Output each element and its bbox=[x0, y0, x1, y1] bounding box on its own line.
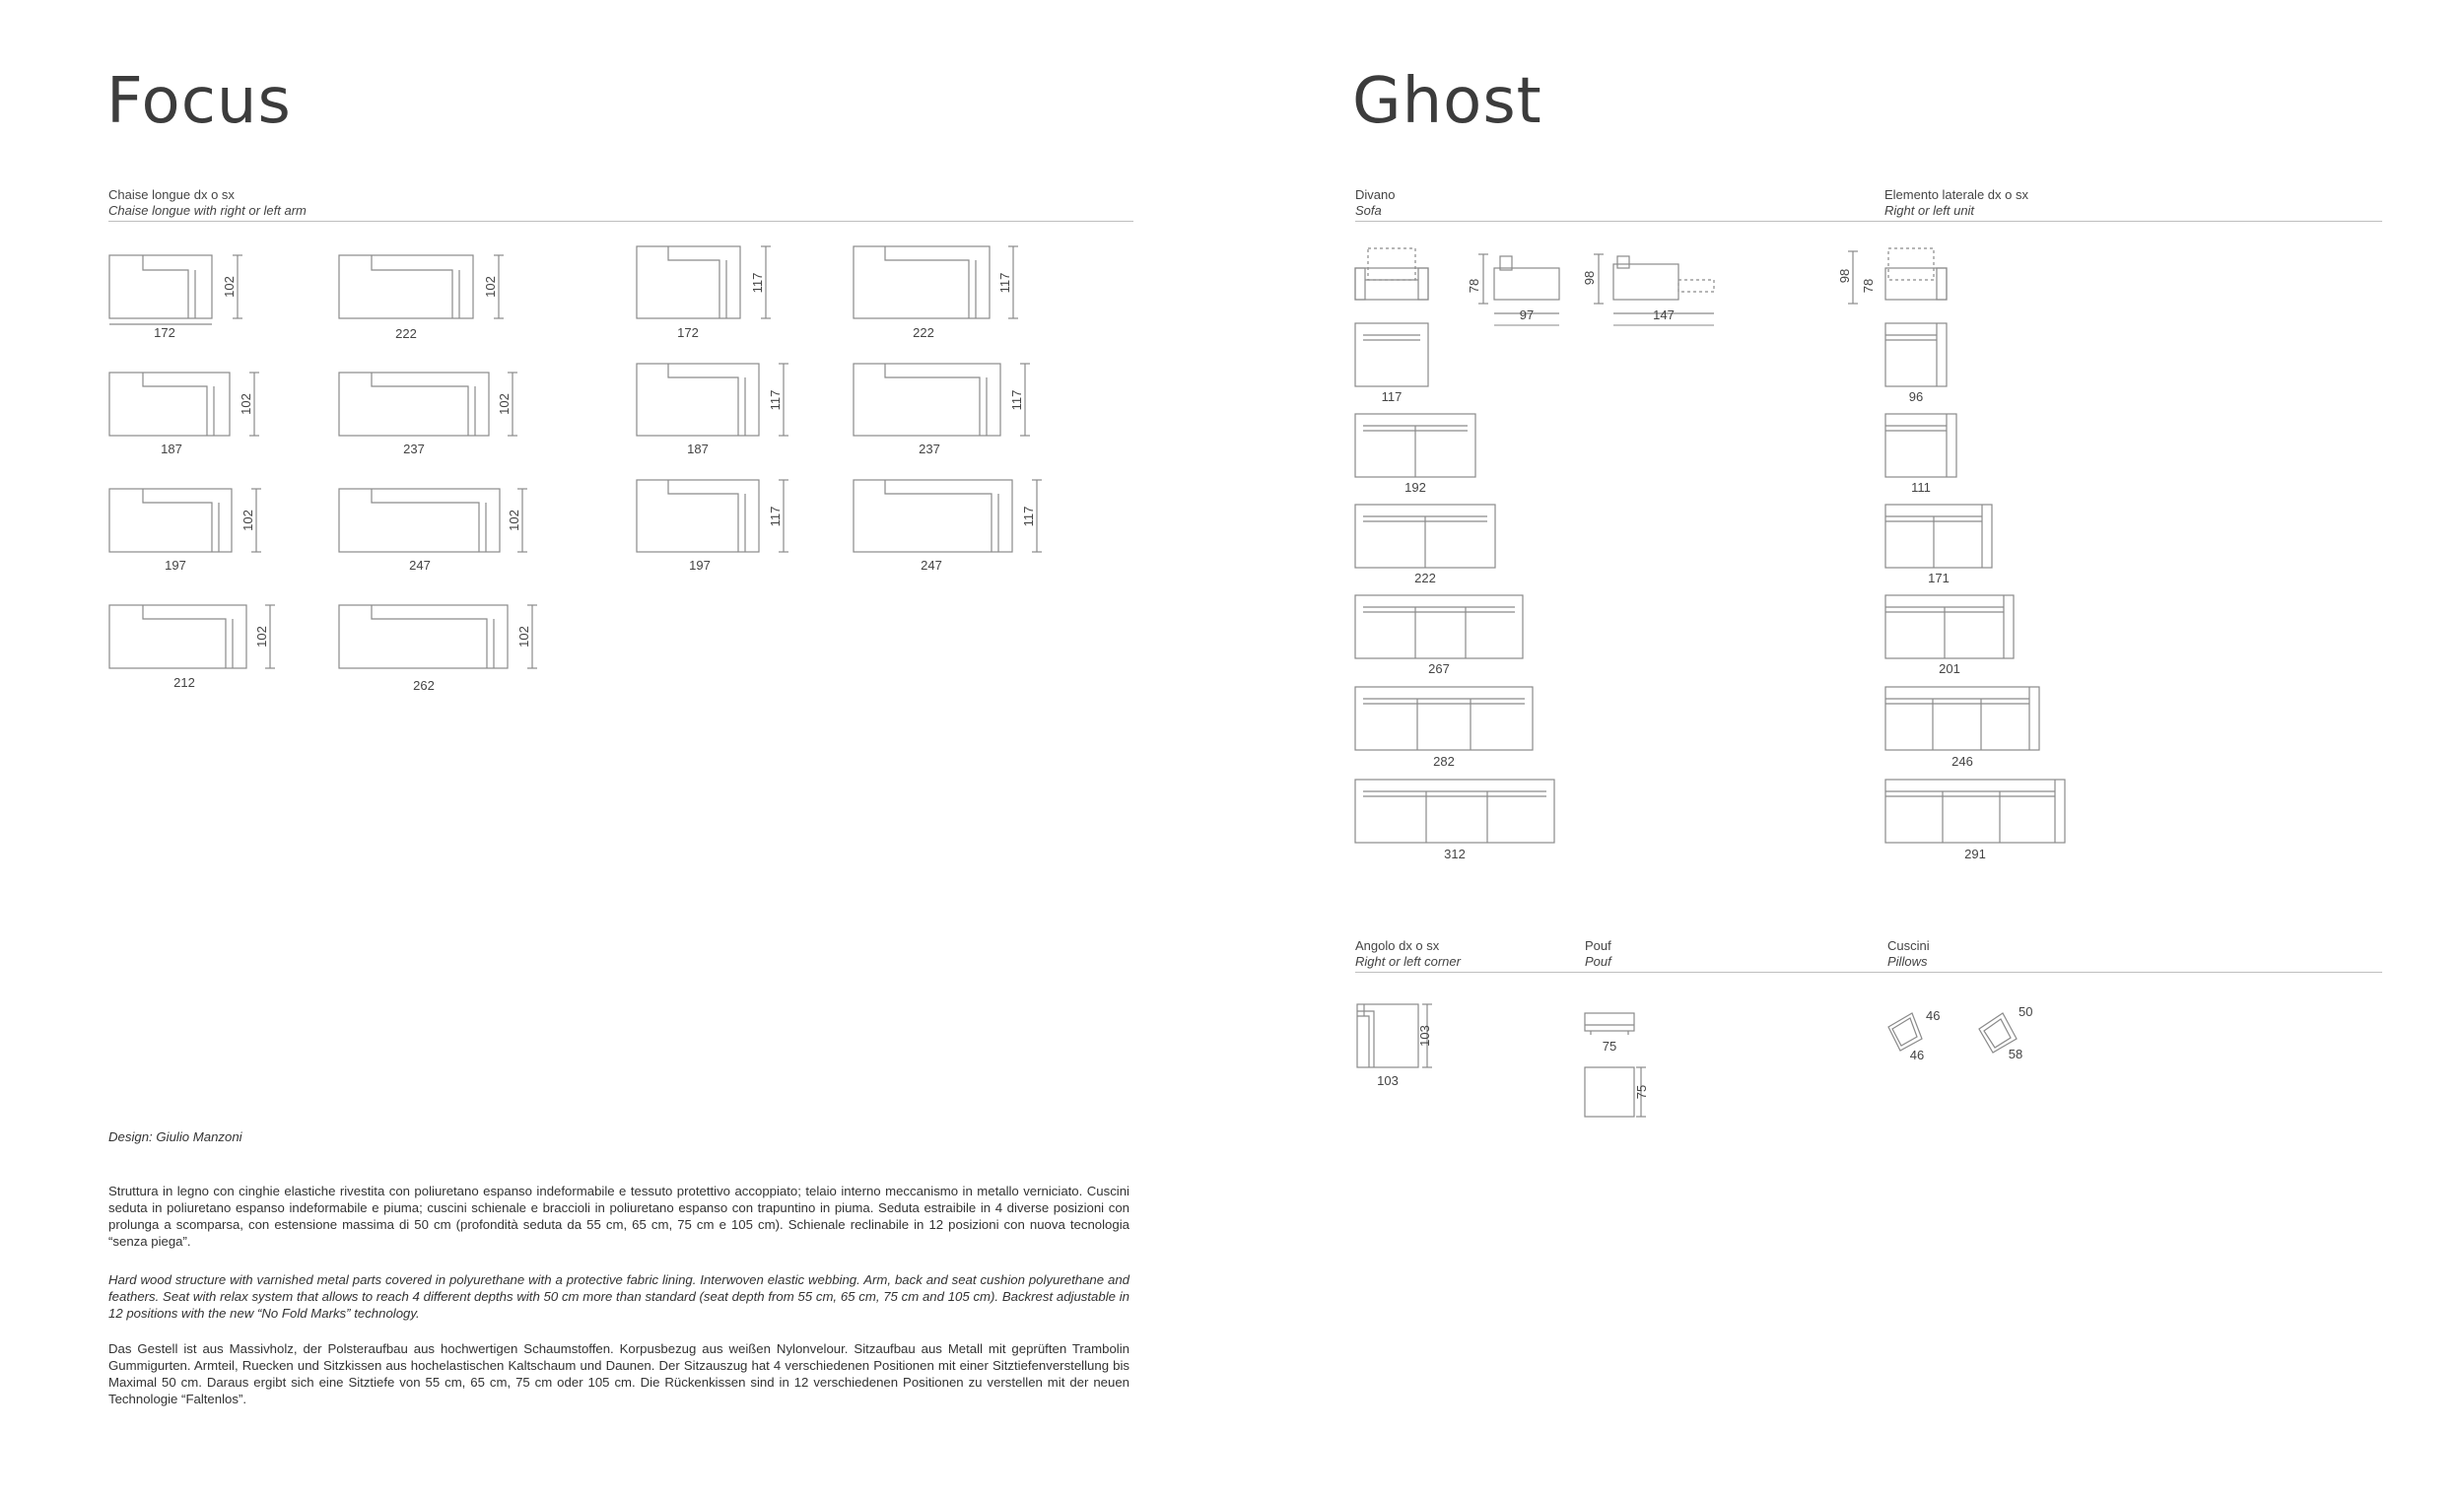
dim-depth: 102 bbox=[483, 276, 498, 298]
focus-chaise-212 bbox=[109, 605, 275, 668]
dim-depth: 117 bbox=[1009, 389, 1024, 411]
dim-width: 201 bbox=[1939, 661, 1960, 676]
dim-height: 78 bbox=[1467, 278, 1481, 294]
ghost-section-rule bbox=[1355, 221, 2382, 222]
dim-width: 187 bbox=[687, 442, 709, 456]
focus-chaise-222-117 bbox=[854, 246, 1018, 318]
ghost-pouf-label: Pouf bbox=[1585, 938, 1611, 953]
ghost-lateral-201 bbox=[1885, 595, 2014, 658]
dim-width: 282 bbox=[1433, 754, 1455, 769]
ghost-lateral-side-view bbox=[1848, 248, 1947, 304]
description-en: Hard wood structure with varnished metal parts covered in polyurethane with a protective fabric lining. Interwoven elastic webbing. Arm, back and seat cushion polyurethane and feathers. Seat with relax system that allows to reach 4 different depths with 50 cm more than standard (seat depth from 55 cm, 65 cm, 75 cm and 105 cm). Backrest adjustable in 12 positions with the new “No Fold Marks” technology. bbox=[108, 1272, 1129, 1321]
dim-width: 222 bbox=[395, 326, 417, 341]
ghost-sofa-side-view-147 bbox=[1594, 254, 1714, 313]
ghost-sofa-222 bbox=[1355, 505, 1495, 568]
dim-width: 197 bbox=[689, 558, 711, 573]
ghost-pillows-label-en: Pillows bbox=[1887, 954, 1928, 969]
dim-width: 75 bbox=[1602, 1039, 1617, 1054]
ghost-lateral-246 bbox=[1885, 687, 2039, 750]
dim-height: 98 bbox=[1837, 268, 1852, 284]
description-it: Struttura in legno con cinghie elastiche rivestita con poliuretano espanso indeformabile e tessuto protettivo accoppiato; telaio interno meccanismo in metallo verniciato. Cuscini seduta in poliuretano espanso indeformabile e piuma; cuscini schienale e braccioli in poliuretano espanso con trapuntino in piuma. Seduta estraibile in 4 diverse posizioni con prolunga a scomparsa, con estensione massima di 50 cm (profondità seduta da 55 cm, 65 cm, 75 cm e 105 cm). Schienale reclinabile in 12 posizioni con nuova tecnologia “senza piega”. bbox=[108, 1184, 1129, 1249]
ghost-sofa-312 bbox=[1355, 780, 1554, 843]
dim-width: 247 bbox=[409, 558, 431, 573]
dim-height: 98 bbox=[1582, 270, 1597, 286]
dim-depth: 102 bbox=[497, 393, 512, 415]
dim-width: 247 bbox=[921, 558, 942, 573]
dim-width: 291 bbox=[1964, 847, 1986, 861]
dim-width: 192 bbox=[1404, 480, 1426, 495]
dim-width: 172 bbox=[677, 325, 699, 340]
dim-depth: 147 bbox=[1653, 307, 1675, 322]
focus-title: Focus bbox=[106, 65, 292, 138]
dim-depth: 58 bbox=[2008, 1047, 2023, 1061]
dim-depth: 117 bbox=[750, 272, 765, 294]
ghost-sofa-label-en: Sofa bbox=[1355, 203, 1382, 218]
ghost-sofa-front-view bbox=[1355, 248, 1428, 300]
ghost-pouf-side-view bbox=[1585, 1013, 1634, 1035]
dim-width: 117 bbox=[1381, 389, 1403, 404]
dim-depth: 117 bbox=[768, 506, 783, 527]
focus-section-label: Chaise longue dx o sx bbox=[108, 187, 235, 202]
ghost-lateral-171 bbox=[1885, 505, 1992, 568]
focus-chaise-197-117 bbox=[637, 480, 788, 552]
dim-width: 172 bbox=[154, 325, 175, 340]
focus-chaise-247 bbox=[339, 489, 527, 552]
ghost-lateral-111 bbox=[1885, 414, 1956, 477]
dim-width: 171 bbox=[1928, 571, 1950, 585]
dim-width: 312 bbox=[1444, 847, 1466, 861]
focus-chaise-197 bbox=[109, 489, 261, 552]
ghost-sofa-267 bbox=[1355, 595, 1523, 658]
ghost-pillow-46 bbox=[1888, 1013, 1922, 1051]
dim-depth: 75 bbox=[1634, 1084, 1649, 1100]
focus-chaise-222 bbox=[339, 255, 504, 318]
dim-width: 267 bbox=[1428, 661, 1450, 676]
dim-depth: 117 bbox=[1021, 506, 1036, 527]
dim-height: 78 bbox=[1861, 278, 1876, 294]
ghost-corner-label-en: Right or left corner bbox=[1355, 954, 1461, 969]
dim-width: 103 bbox=[1377, 1073, 1399, 1088]
dim-width: 246 bbox=[1951, 754, 1973, 769]
focus-chaise-237-117 bbox=[854, 364, 1030, 436]
dim-depth: 102 bbox=[222, 276, 237, 298]
focus-chaise-247-117 bbox=[854, 480, 1042, 552]
focus-chaise-262 bbox=[339, 605, 537, 668]
dim-width: 187 bbox=[161, 442, 182, 456]
focus-chaise-237 bbox=[339, 373, 517, 436]
dim-depth: 46 bbox=[1909, 1048, 1925, 1062]
ghost-sofa-label: Divano bbox=[1355, 187, 1396, 202]
ghost-lateral-label-en: Right or left unit bbox=[1884, 203, 1975, 218]
dim-width: 96 bbox=[1908, 389, 1924, 404]
dim-width: 237 bbox=[919, 442, 940, 456]
ghost-pouf-label-en: Pouf bbox=[1585, 954, 1611, 969]
ghost-accessory-rule bbox=[1355, 972, 2382, 973]
ghost-sofa-282 bbox=[1355, 687, 1533, 750]
dim-depth: 102 bbox=[239, 393, 253, 415]
focus-section-label-en: Chaise longue with right or left arm bbox=[108, 203, 307, 218]
dim-depth: 102 bbox=[507, 510, 521, 531]
dim-depth: 103 bbox=[1417, 1025, 1432, 1047]
dim-width: 262 bbox=[413, 678, 435, 693]
focus-chaise-187 bbox=[109, 373, 259, 436]
ghost-sofa-117 bbox=[1355, 323, 1428, 386]
dim-width: 111 bbox=[1911, 480, 1931, 495]
ghost-lateral-label: Elemento laterale dx o sx bbox=[1884, 187, 2028, 202]
ghost-sofa-side-view-97 bbox=[1478, 254, 1559, 313]
description-de: Das Gestell ist aus Massivholz, der Polsteraufbau aus hochwertigen Schaumstoffen. Korpusbezug aus weißen Nylonvelour. Sitzaufbau aus Metall mit geprüften Trambolin Gummigurten. Armteil, Ruecken und Sitzkissen aus hochelastischen Kaltschaum und Daunen. Der Sitzauszug hat 4 verschiedenen Positionen mit einer Sitztiefenverstellung bis Maximal 50 cm. Daraus ergibt sich eine Sitztiefe von 55 cm, 65 cm, 75 cm oder 105 cm. Die Rückenkissen sind in 12 verschiedenen Positionen zu verstellen mit der neuen Technologie “Faltenlos”. bbox=[108, 1341, 1129, 1406]
dim-depth: 97 bbox=[1519, 307, 1535, 322]
ghost-corner-label: Angolo dx o sx bbox=[1355, 938, 1440, 953]
ghost-pillows-label: Cuscini bbox=[1887, 938, 1930, 953]
dim-depth: 102 bbox=[254, 626, 269, 648]
dim-width: 212 bbox=[173, 675, 195, 690]
dim-depth: 117 bbox=[768, 389, 783, 411]
focus-chaise-187-117 bbox=[637, 364, 788, 436]
designer-credit: Design: Giulio Manzoni bbox=[108, 1129, 242, 1144]
dim-depth: 102 bbox=[240, 510, 255, 531]
dim-width: 50 bbox=[2019, 1004, 2033, 1019]
dim-width: 222 bbox=[913, 325, 934, 340]
dim-width: 46 bbox=[1926, 1008, 1941, 1023]
ghost-lateral-291 bbox=[1885, 780, 2065, 843]
ghost-sofa-192 bbox=[1355, 414, 1475, 477]
dim-width: 197 bbox=[165, 558, 186, 573]
dim-depth: 117 bbox=[997, 272, 1012, 294]
ghost-title: Ghost bbox=[1352, 65, 1542, 138]
dim-width: 222 bbox=[1414, 571, 1436, 585]
ghost-lateral-96 bbox=[1885, 323, 1947, 386]
dim-depth: 102 bbox=[516, 626, 531, 648]
dim-width: 237 bbox=[403, 442, 425, 456]
